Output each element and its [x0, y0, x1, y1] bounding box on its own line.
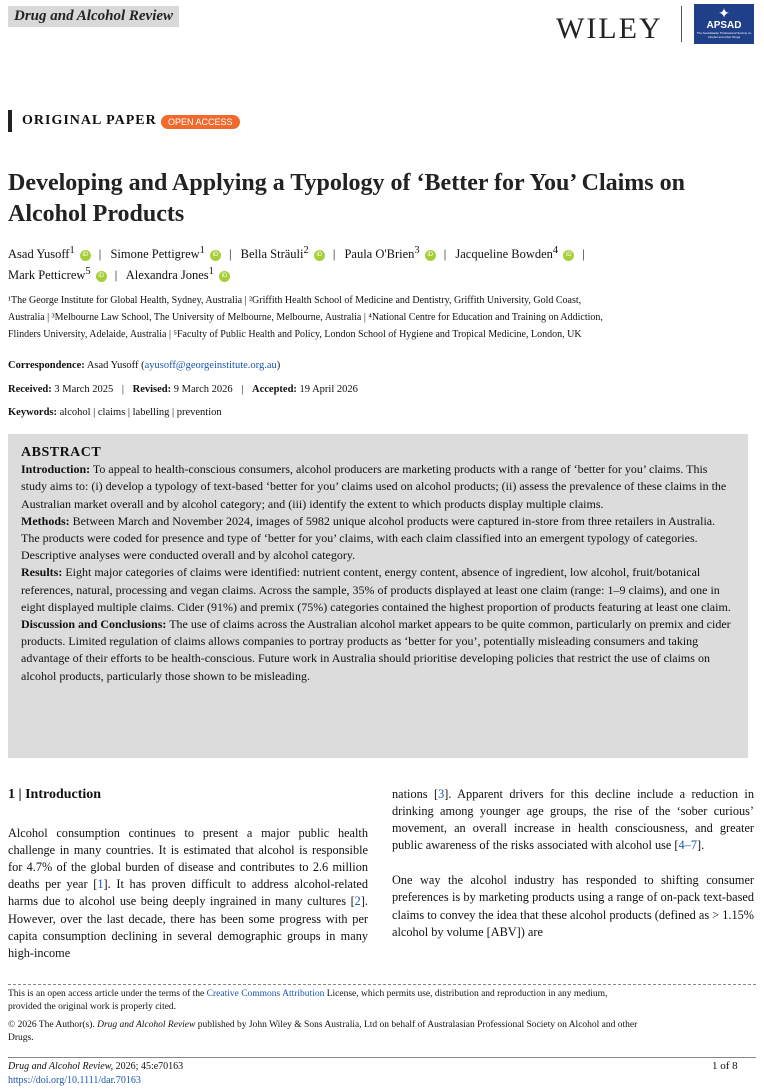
- citation-footer: Drug and Alcohol Review, 2026; 45:e70163 https://doi.org/10.1111/dar.70163: [8, 1061, 184, 1086]
- citation-link[interactable]: 1: [97, 877, 104, 892]
- orcid-icon[interactable]: iD: [563, 250, 574, 261]
- page-number: 1 of 8: [712, 1060, 738, 1072]
- logo-divider: [681, 6, 682, 42]
- license-note: This is an open access article under the terms of the Creative Commons Attribution License, which permits use, distribution and reproduction in any medium, provided the original work is properly cited.: [8, 989, 608, 1012]
- paper-type: ORIGINAL PAPER: [22, 113, 157, 128]
- abstract-methods: Methods: Between March and November 2024, images of 5982 unique alcohol products were captured in-store from three retailers in Australia. The products were coded for presence and type of ‘better for you’ claims, with each claim classified into an emergent typology of categories. Descriptive analyses were conducted overall and by alcohol category.: [21, 513, 716, 563]
- paragraph: Alcohol consumption continues to present a major public health challenge in many countries. It is estimated that alcohol is responsible for 4.7% of the global burden of disease and contributes to 2.6 million deaths per year [1]. It has proven difficult to address alcohol-related harms due to alcohol use being deeply ingrained in many cultures [2]. However, over the last decade, there has been some progress with per capita consumption declining in several demographic groups in many high-income: [8, 826, 368, 960]
- orcid-icon[interactable]: iD: [219, 271, 230, 282]
- article-dates: Received: 3 March 2025 | Revised: 9 March 2026 | Accepted: 19 April 2026: [8, 384, 358, 395]
- footer-rule: [8, 1057, 756, 1058]
- orcid-icon[interactable]: iD: [210, 250, 221, 261]
- citation-link[interactable]: 3: [438, 787, 445, 801]
- citation-link[interactable]: 4–7: [678, 838, 697, 853]
- journal-name: Drug and Alcohol Review: [8, 6, 179, 27]
- abstract-box: [8, 434, 748, 758]
- right-column: [392, 786, 754, 959]
- citation-link[interactable]: 2: [354, 894, 361, 909]
- author-name[interactable]: Paula O'Brien: [344, 247, 415, 262]
- affiliation-line: Australia | ³Melbourne Law School, The University of Melbourne, Melbourne, Australia | ⁴National Centre for Education and Training on Addiction,: [8, 312, 603, 323]
- license-link[interactable]: Creative Commons Attribution: [206, 989, 325, 999]
- affiliations: [8, 292, 748, 343]
- abstract-results: Results: Eight major categories of claims were identified: nutrient content, energy content, absence of ingredient, low alcohol, fruit/botanical references, natural, processing and vegan claims. Across the sample, 35% of products displayed at least one claim (range: 1–9 claims), and one in eight displayed multiple claims. Cider (91%) and premix (75%) categories contained the highest proportion of products featuring at least one claim.: [21, 565, 731, 614]
- orcid-icon[interactable]: iD: [96, 271, 107, 282]
- orcid-icon[interactable]: iD: [314, 250, 325, 261]
- section-heading: 1 | Introduction: [8, 787, 102, 802]
- author-name[interactable]: Alexandra Jones: [125, 268, 209, 283]
- orcid-icon[interactable]: iD: [425, 250, 436, 261]
- orcid-icon[interactable]: iD: [80, 250, 91, 261]
- abstract-heading: ABSTRACT: [21, 445, 102, 460]
- abstract-conclusions: Discussion and Conclusions: The use of claims across the Australian alcohol market appears to be quite common, particularly on premix and cider products. Limited regulation of claims allows companies to portray products as ‘better for you’, potentially misleading consumers and taking advantage of their efforts to be health-conscious. Future work in Australia should prioritise developing policies that restrict the use of claims on alcohol products, particularly those shown to be misleading.: [21, 617, 731, 683]
- affiliation-line: Flinders University, Adelaide, Australia | ⁵Faculty of Public Health and Policy, London School of Hygiene and Tropical Medicine, London, UK: [8, 329, 582, 340]
- footnote-rule: [8, 984, 756, 985]
- affiliation-line: ¹The George Institute for Global Health, Sydney, Australia | ²Griffith Health School of Medicine and Dentistry, Griffith University, Gold Coast,: [8, 295, 582, 306]
- copyright-note: © 2026 The Author(s). Drug and Alcohol Review published by John Wiley & Sons Australia, Ltd on behalf of Australasian Professional Society on Alcohol and other Drugs.: [8, 1020, 638, 1043]
- abstract-introduction: Introduction: To appeal to health-conscious consumers, alcohol producers are marketing products with a range of ‘better for you’ claims. This study aims to: (i) develop a typology of text-based ‘better for you’ claims used on alcohol products; (ii) assess the prevalence of these claims in the Australian market overall and by alcohol category; and (iii) identify the extent to which products display multiple claims.: [21, 462, 727, 511]
- correspondence: Correspondence: Asad Yusoff (ayusoff@georgeinstitute.org.au): [8, 360, 281, 371]
- society-logo-subtitle: The Australasian Professional Society on Alcohol and other Drugs: [696, 31, 752, 39]
- author-name[interactable]: Asad Yusoff: [8, 247, 70, 262]
- doi-link[interactable]: https://doi.org/10.1111/dar.70163: [8, 1075, 141, 1086]
- author-name[interactable]: Mark Petticrew: [8, 268, 86, 283]
- keywords: Keywords: alcohol | claims | labelling | prevention: [8, 407, 222, 418]
- paragraph: nations [3]. Apparent drivers for this decline include a reduction in drinking among younger age groups, the rise of the ‘sober curious’ movement, an overall increase in health consciousness, and greater public awareness of the risks associated with alcohol use [4–7].: [392, 787, 754, 853]
- open-access-badge[interactable]: OPEN ACCESS: [161, 115, 240, 129]
- paragraph: One way the alcohol industry has responded to shifting consumer preferences is by marketing products using a range of on-pack text-based claims to convey the idea that these alcohol products (defined as > 1.15% alcohol by volume [ABV]) are: [392, 873, 754, 939]
- author-name[interactable]: Jacqueline Bowden: [455, 247, 553, 262]
- southern-cross-icon: ✦: [718, 5, 730, 21]
- article-title: Developing and Applying a Typology of ‘Better for You’ Claims on Alcohol Products: [8, 170, 685, 227]
- author-list: Asad Yusoff$^1$ iD | Simone Pettigrew$^1$ iD | Bella Sträuli$^2$ iD | Paula O'Brien$^3$ iD | Jacqueline Bowden$^4$ iD | Mark Petticrew$^5$ iD | Alexandra Jones$^1$ iD: [8, 245, 585, 283]
- society-logo: [694, 4, 754, 44]
- publisher-logo: WILEY: [556, 12, 663, 45]
- left-column: [8, 786, 368, 980]
- paper-type-bar: [8, 110, 12, 132]
- society-logo-text: APSAD: [706, 20, 742, 31]
- author-name[interactable]: Bella Sträuli: [240, 247, 304, 262]
- author-name[interactable]: Simone Pettigrew: [110, 247, 200, 262]
- email-link[interactable]: ayusoff@georgeinstitute.org.au: [144, 360, 277, 371]
